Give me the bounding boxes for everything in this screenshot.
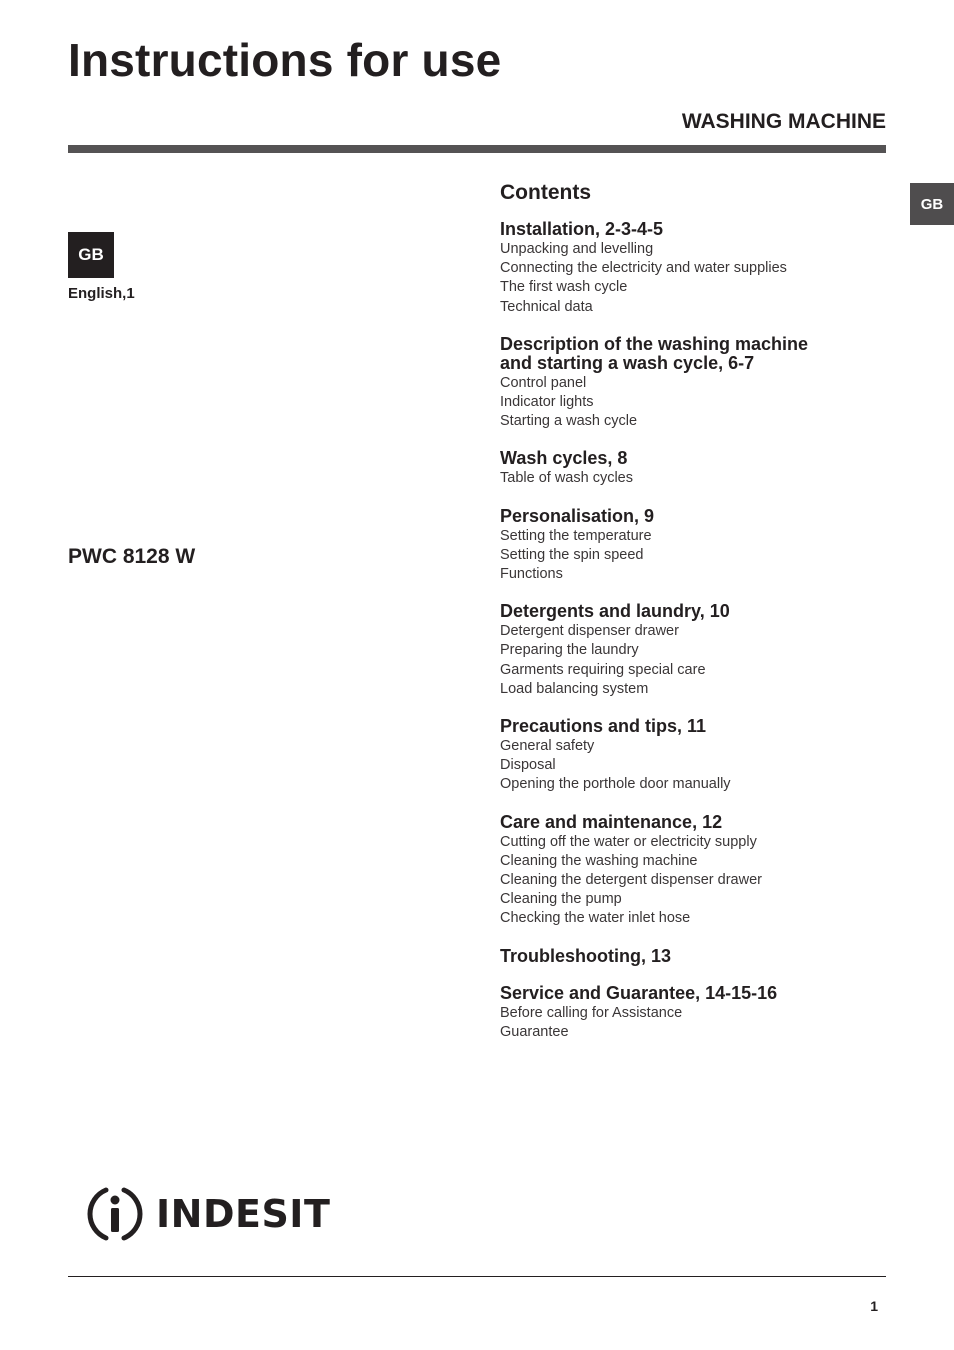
contents-section xyxy=(500,813,890,929)
contents-section xyxy=(500,507,890,585)
section-item: Table of wash cycles xyxy=(500,470,633,487)
section-title xyxy=(500,717,890,736)
section-title xyxy=(500,335,890,373)
section-item: Starting a wash cycle xyxy=(500,413,638,430)
section-title xyxy=(500,984,890,1003)
section-item: Connecting the electricity and water supplies xyxy=(500,260,787,277)
section-title xyxy=(500,507,890,526)
section-item: General safety xyxy=(500,738,595,755)
section-title xyxy=(500,449,890,468)
contents-section xyxy=(500,717,890,795)
section-title xyxy=(500,947,890,966)
section-item-list xyxy=(500,240,890,317)
section-item: Unpacking and levelling xyxy=(500,241,654,257)
section-item: Disposal xyxy=(500,757,556,774)
section-title-line: Wash cycles, 8 xyxy=(500,448,628,469)
section-item: Setting the spin speed xyxy=(500,546,644,563)
section-item: Cleaning the washing machine xyxy=(500,852,698,869)
section-title-line: Personalisation, 9 xyxy=(500,505,655,526)
contents-section xyxy=(500,947,890,966)
section-item: Cleaning the detergent dispenser drawer xyxy=(500,872,762,889)
model-number: PWC 8128 W xyxy=(68,545,196,568)
contents-section xyxy=(500,602,890,699)
section-item: Functions xyxy=(500,566,563,583)
section-title-line: and starting a wash cycle, 6-7 xyxy=(500,352,755,373)
section-title xyxy=(500,602,890,621)
contents-section xyxy=(500,220,890,317)
section-title-line: Installation, 2-3-4-5 xyxy=(500,219,664,239)
section-item: Indicator lights xyxy=(500,394,594,411)
section-item: Garments requiring special care xyxy=(500,661,706,678)
section-item: Preparing the laundry xyxy=(500,642,639,659)
footer-rule xyxy=(68,1276,886,1277)
section-item: Load balancing system xyxy=(500,680,649,697)
contents-section xyxy=(500,335,890,432)
section-item-list xyxy=(500,737,890,795)
section-item-list xyxy=(500,833,890,929)
contents-section xyxy=(500,449,890,488)
section-item: Control panel xyxy=(500,374,587,391)
page-number: 1 xyxy=(870,1298,878,1314)
section-item: Setting the temperature xyxy=(500,527,652,544)
section-item-list xyxy=(500,1004,890,1042)
section-item: Technical data xyxy=(500,298,593,315)
section-item: Before calling for Assistance xyxy=(500,1004,683,1021)
section-title-line: Troubleshooting, 13 xyxy=(500,945,672,966)
brand-logo xyxy=(84,1184,330,1244)
indesit-logo-icon xyxy=(84,1184,146,1244)
language-label: English,1 xyxy=(68,285,135,302)
page-title: Instructions for use xyxy=(68,34,502,86)
section-item: Detergent dispenser drawer xyxy=(500,623,679,640)
section-title xyxy=(500,220,890,239)
section-item-list xyxy=(500,374,890,432)
contents-section xyxy=(500,984,890,1042)
table-of-contents xyxy=(500,180,890,1060)
section-item-list xyxy=(500,527,890,585)
section-title-line: Detergents and laundry, 10 xyxy=(500,601,730,622)
section-title-line: Description of the washing machine xyxy=(500,333,809,354)
product-type: WASHING MACHINE xyxy=(681,110,886,133)
language-code-badge: GB xyxy=(68,232,114,278)
section-item: Cleaning the pump xyxy=(500,891,622,908)
contents-sections xyxy=(500,220,890,1042)
section-title xyxy=(500,813,890,832)
section-item: Cutting off the water or electricity supply xyxy=(500,833,757,850)
section-item: The first wash cycle xyxy=(500,279,628,296)
section-item: Guarantee xyxy=(500,1023,569,1040)
language-side-tab: GB xyxy=(910,183,954,225)
section-item-list xyxy=(500,622,890,699)
section-item: Checking the water inlet hose xyxy=(500,910,691,927)
section-title-line: Precautions and tips, 11 xyxy=(500,716,707,737)
section-title-line: Service and Guarantee, 14-15-16 xyxy=(500,982,778,1003)
section-item-list xyxy=(500,469,890,488)
brand-wordmark: INDESIT xyxy=(156,1192,331,1236)
contents-heading: Contents xyxy=(500,181,591,204)
section-item: Opening the porthole door manually xyxy=(500,776,731,793)
header-rule xyxy=(68,145,886,153)
section-title-line: Care and maintenance, 12 xyxy=(500,811,723,832)
